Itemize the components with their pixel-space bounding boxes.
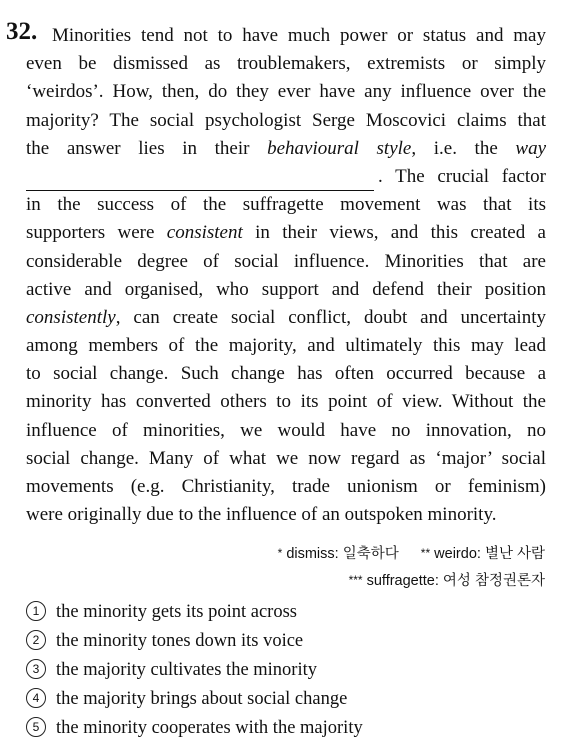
passage-line bbox=[26, 135, 546, 163]
note-dismiss: dismiss: 일축하다 bbox=[286, 546, 399, 562]
note-marker: ** bbox=[420, 546, 431, 560]
passage-line: minority has converted others to its point of view. Without the bbox=[26, 391, 546, 413]
choice-number: 2 bbox=[26, 630, 46, 650]
note-weirdo: weirdo: 별난 사람 bbox=[434, 546, 545, 562]
passage-line: in the success of the suffragette movement was that its bbox=[26, 194, 546, 216]
passage-text: supporters were bbox=[26, 222, 167, 244]
passage-line: Minorities tend not to have much power or status and may bbox=[52, 25, 546, 46]
passage-line: influence of minorities, we would have no innovation, no bbox=[26, 419, 546, 441]
italic-term: consistently bbox=[26, 306, 116, 328]
choice-text: the majority brings about social change bbox=[56, 689, 348, 709]
choice-option[interactable] bbox=[26, 685, 363, 714]
choice-number: 1 bbox=[26, 601, 46, 621]
choice-option[interactable] bbox=[26, 714, 363, 743]
choice-text: the majority cultivates the minority bbox=[56, 660, 317, 680]
choice-option[interactable] bbox=[26, 598, 363, 627]
note-marker: *** bbox=[348, 573, 363, 587]
notes-row bbox=[278, 540, 545, 567]
passage-line bbox=[26, 304, 546, 332]
italic-term: consistent bbox=[166, 222, 243, 244]
passage-line: majority? The social psychologist Serge Moscovici claims that bbox=[26, 109, 546, 131]
vocabulary-notes bbox=[278, 540, 545, 594]
passage-line: social change. Many of what we now regard as ‘major’ social bbox=[26, 447, 546, 469]
choice-number: 3 bbox=[26, 659, 46, 679]
italic-term: way bbox=[515, 137, 546, 159]
passage-text: , can create social conflict, doubt and uncertainty bbox=[115, 306, 546, 328]
answer-choices bbox=[26, 598, 363, 743]
answer-blank bbox=[26, 170, 374, 191]
passage-line: were originally due to the influence of an outspoken minority. bbox=[26, 504, 497, 526]
choice-option[interactable] bbox=[26, 627, 363, 656]
choice-text: the minority tones down its voice bbox=[56, 631, 304, 651]
choice-number: 4 bbox=[26, 688, 46, 708]
passage-line: active and organised, who support and defend their position bbox=[26, 278, 546, 300]
note-marker: * bbox=[277, 546, 283, 560]
passage-line: even be dismissed as troublemakers, extremists or simply bbox=[26, 53, 546, 75]
choice-text: the minority gets its point across bbox=[56, 602, 297, 622]
choice-text: the minority cooperates with the majority bbox=[56, 718, 363, 738]
passage bbox=[26, 22, 546, 529]
notes-row bbox=[278, 567, 545, 594]
question-number: 32. bbox=[6, 18, 38, 45]
italic-term: behavioural style bbox=[267, 137, 412, 159]
passage-line: considerable degree of social influence. Minorities that are bbox=[26, 250, 546, 272]
passage-text: , i.e. the bbox=[411, 137, 516, 159]
passage-text: the answer lies in their bbox=[26, 137, 268, 159]
passage-text: in their views, and this created a bbox=[242, 222, 546, 244]
passage-line-with-blank bbox=[26, 163, 546, 191]
passage-line: ‘weirdos’. How, then, do they ever have any influence over the bbox=[26, 81, 546, 103]
passage-line: among members of the majority, and ultimately this may lead bbox=[26, 335, 546, 357]
passage-line: movements (e.g. Christianity, trade unionism or feminism) bbox=[26, 476, 546, 497]
choice-number: 5 bbox=[26, 717, 46, 737]
note-suffragette: suffragette: 여성 참정권론자 bbox=[366, 573, 545, 589]
passage-line: to social change. Such change has often occurred because a bbox=[26, 363, 546, 385]
choice-option[interactable] bbox=[26, 656, 363, 685]
passage-line bbox=[26, 219, 546, 247]
passage-text: . The crucial factor bbox=[378, 165, 546, 187]
